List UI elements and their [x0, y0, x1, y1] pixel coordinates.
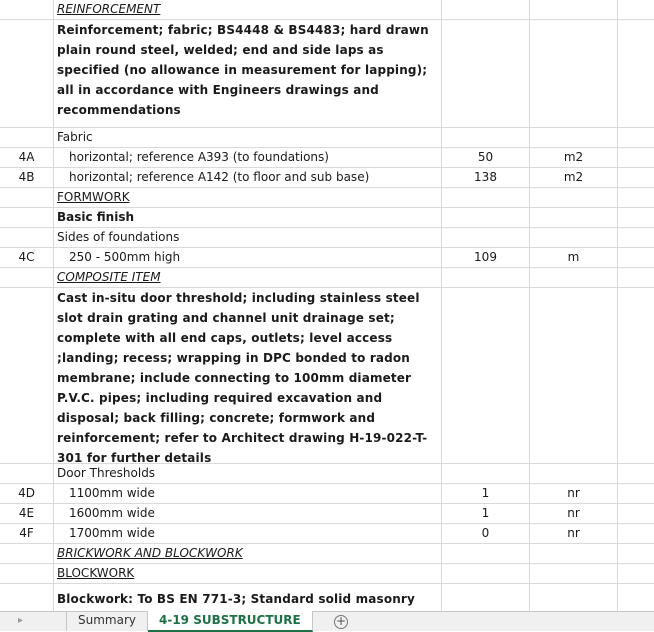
quantity-cell[interactable] [442, 584, 530, 611]
item-ref-cell[interactable] [0, 128, 54, 147]
item-ref-cell[interactable] [0, 188, 54, 207]
table-row [0, 504, 654, 524]
quantity-cell[interactable] [442, 268, 530, 287]
scroll-tabs-right-icon[interactable]: ▸ [18, 615, 24, 626]
unit-cell[interactable] [530, 564, 618, 583]
unit-cell[interactable] [530, 288, 618, 463]
quantity-cell[interactable] [442, 208, 530, 227]
table-row [0, 148, 654, 168]
description-cell[interactable]: Sides of foundations [54, 228, 442, 247]
item-ref-cell[interactable] [0, 228, 54, 247]
item-ref-cell[interactable]: 4C [0, 248, 54, 267]
description-cell[interactable]: Basic finish [54, 208, 442, 227]
empty-cell[interactable] [618, 148, 654, 167]
quantity-cell[interactable]: 0 [442, 524, 530, 543]
quantity-cell[interactable] [442, 20, 530, 127]
quantity-cell[interactable] [442, 464, 530, 483]
table-row [0, 524, 654, 544]
tab-summary[interactable]: Summary [66, 611, 148, 631]
empty-cell[interactable] [618, 248, 654, 267]
empty-cell[interactable] [618, 208, 654, 227]
description-cell[interactable]: BLOCKWORK [54, 564, 442, 583]
empty-cell[interactable] [618, 564, 654, 583]
table-row [0, 168, 654, 188]
description-cell[interactable]: 1700mm wide [54, 524, 442, 543]
table-row [0, 188, 654, 208]
empty-cell[interactable] [618, 20, 654, 127]
description-cell[interactable]: REINFORCEMENT [54, 0, 442, 19]
table-row [0, 0, 654, 20]
description-cell[interactable]: Reinforcement; fabric; BS4448 & BS4483; hard drawn plain round steel, welded; end and side laps as specified (no allowance in measurement for lapping); all in accordance with Engineers drawings and recommendations [54, 20, 442, 127]
unit-cell[interactable] [530, 268, 618, 287]
empty-cell[interactable] [618, 464, 654, 483]
description-cell[interactable]: Blockwork: To BS EN 771-3; Standard solid masonry [54, 584, 442, 611]
unit-cell[interactable] [530, 584, 618, 611]
empty-cell[interactable] [618, 0, 654, 19]
quantity-cell[interactable] [442, 564, 530, 583]
quantity-cell[interactable]: 138 [442, 168, 530, 187]
description-cell[interactable]: 250 - 500mm high [54, 248, 442, 267]
unit-cell[interactable]: m [530, 248, 618, 267]
item-ref-cell[interactable] [0, 544, 54, 563]
empty-cell[interactable] [618, 484, 654, 503]
empty-cell[interactable] [618, 128, 654, 147]
unit-cell[interactable] [530, 20, 618, 127]
description-cell[interactable]: horizontal; reference A393 (to foundations) [54, 148, 442, 167]
unit-cell[interactable]: m2 [530, 168, 618, 187]
quantity-cell[interactable] [442, 288, 530, 463]
item-ref-cell[interactable] [0, 208, 54, 227]
description-cell[interactable]: Fabric [54, 128, 442, 147]
item-ref-cell[interactable] [0, 268, 54, 287]
table-row [0, 544, 654, 564]
item-ref-cell[interactable] [0, 584, 54, 611]
empty-cell[interactable] [618, 168, 654, 187]
empty-cell[interactable] [618, 188, 654, 207]
description-cell[interactable]: 1100mm wide [54, 484, 442, 503]
empty-cell[interactable] [618, 504, 654, 523]
table-row [0, 564, 654, 584]
empty-cell[interactable] [618, 544, 654, 563]
description-cell[interactable]: BRICKWORK AND BLOCKWORK [54, 544, 442, 563]
quantity-cell[interactable] [442, 188, 530, 207]
description-cell[interactable]: horizontal; reference A142 (to floor and sub base) [54, 168, 442, 187]
unit-cell[interactable] [530, 188, 618, 207]
item-ref-cell[interactable] [0, 564, 54, 583]
unit-cell[interactable]: nr [530, 504, 618, 523]
tab-substructure[interactable]: 4-19 SUBSTRUCTURE [148, 611, 313, 632]
unit-cell[interactable]: nr [530, 524, 618, 543]
sheet-tab-bar [0, 611, 654, 631]
item-ref-cell[interactable]: 4D [0, 484, 54, 503]
item-ref-cell[interactable] [0, 0, 54, 19]
item-ref-cell[interactable]: 4A [0, 148, 54, 167]
quantity-cell[interactable] [442, 0, 530, 19]
quantity-cell[interactable] [442, 128, 530, 147]
item-ref-cell[interactable] [0, 464, 54, 483]
unit-cell[interactable]: nr [530, 484, 618, 503]
empty-cell[interactable] [618, 268, 654, 287]
table-row [0, 128, 654, 148]
quantity-cell[interactable] [442, 228, 530, 247]
item-ref-cell[interactable] [0, 20, 54, 127]
empty-cell[interactable] [618, 584, 654, 611]
item-ref-cell[interactable] [0, 288, 54, 463]
add-sheet-icon[interactable]: + [335, 614, 347, 628]
table-row [0, 208, 654, 228]
description-cell[interactable]: 1600mm wide [54, 504, 442, 523]
quantity-cell[interactable]: 109 [442, 248, 530, 267]
table-row [0, 248, 654, 268]
unit-cell[interactable] [530, 544, 618, 563]
item-ref-cell[interactable]: 4B [0, 168, 54, 187]
table-row [0, 584, 654, 611]
item-ref-cell[interactable]: 4F [0, 524, 54, 543]
unit-cell[interactable] [530, 0, 618, 19]
quantity-cell[interactable]: 1 [442, 504, 530, 523]
table-row [0, 288, 654, 464]
description-cell[interactable]: COMPOSITE ITEM [54, 268, 442, 287]
item-ref-cell[interactable]: 4E [0, 504, 54, 523]
quantity-cell[interactable] [442, 544, 530, 563]
table-row [0, 464, 654, 484]
empty-cell[interactable] [618, 524, 654, 543]
unit-cell[interactable] [530, 128, 618, 147]
unit-cell[interactable] [530, 464, 618, 483]
description-cell[interactable]: Door Thresholds [54, 464, 442, 483]
unit-cell[interactable] [530, 228, 618, 247]
unit-cell[interactable] [530, 208, 618, 227]
quantity-cell[interactable]: 50 [442, 148, 530, 167]
table-row [0, 268, 654, 288]
empty-cell[interactable] [618, 288, 654, 463]
description-cell[interactable]: FORMWORK [54, 188, 442, 207]
table-row [0, 20, 654, 128]
empty-cell[interactable] [618, 228, 654, 247]
table-row [0, 484, 654, 504]
quantity-cell[interactable]: 1 [442, 484, 530, 503]
table-row [0, 228, 654, 248]
description-cell[interactable]: Cast in-situ door threshold; including stainless steel slot drain grating and channel unit drainage set; complete with all end caps, outlets; level access ;landing; recess; wrapping in DPC bonded to radon membrane; include connecting to 100mm diameter P.V.C. pipes; including required excavation and disposal; back filling; concrete; formwork and reinforcement; refer to Architect drawing H-19-022-T-301 for further details [54, 288, 442, 463]
unit-cell[interactable]: m2 [530, 148, 618, 167]
